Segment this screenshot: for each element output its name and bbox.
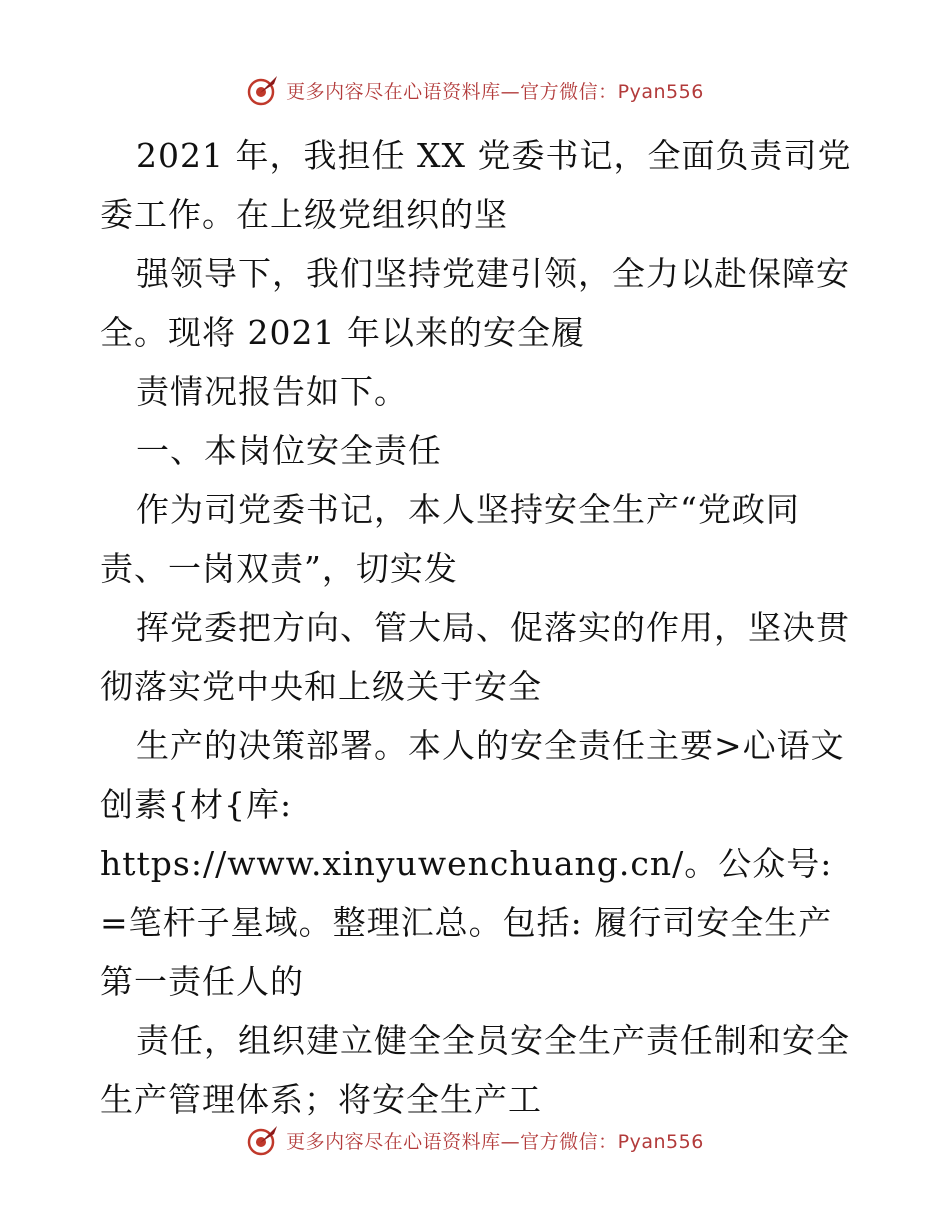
quill-pen-logo-icon bbox=[246, 1123, 280, 1157]
paragraph-line: 作为司党委书记，本人坚持安全生产“党政同责、一岗双责”，切实发 bbox=[100, 490, 800, 588]
header-banner bbox=[0, 70, 950, 110]
header-banner-text: 更多内容尽在心语资料库—官方微信：Pyan556 bbox=[286, 80, 704, 103]
paragraph-line: 生产的决策部署。本人的安全责任主要>心语文创素{材{库: https://www.xinyuwenchuang.cn/。公众号: =笔杆子星域。整理汇总。包括: 履行司安全生产第一责任人的 bbox=[100, 726, 845, 1001]
footer-banner bbox=[0, 1120, 950, 1160]
paragraph-line: 责任，组织建立健全全员安全生产责任制和安全生产管理体系；将安全生产工 bbox=[100, 1021, 850, 1119]
quill-pen-logo-icon bbox=[246, 73, 280, 107]
paragraph-line: 责情况报告如下。 bbox=[136, 372, 408, 411]
paragraph-line: 挥党委把方向、管大局、促落实的作用，坚决贯彻落实党中央和上级关于安全 bbox=[100, 608, 850, 706]
paragraph-line: 2021 年，我担任 XX 党委书记，全面负责司党委工作。在上级党组织的坚 bbox=[100, 136, 852, 234]
section-heading: 一、本岗位安全责任 bbox=[136, 431, 442, 470]
paragraph-line: 强领导下，我们坚持党建引领，全力以赴保障安全。现将 2021 年以来的安全履 bbox=[100, 254, 850, 352]
document-body bbox=[100, 126, 860, 1129]
footer-banner-text: 更多内容尽在心语资料库—官方微信：Pyan556 bbox=[286, 1130, 704, 1153]
